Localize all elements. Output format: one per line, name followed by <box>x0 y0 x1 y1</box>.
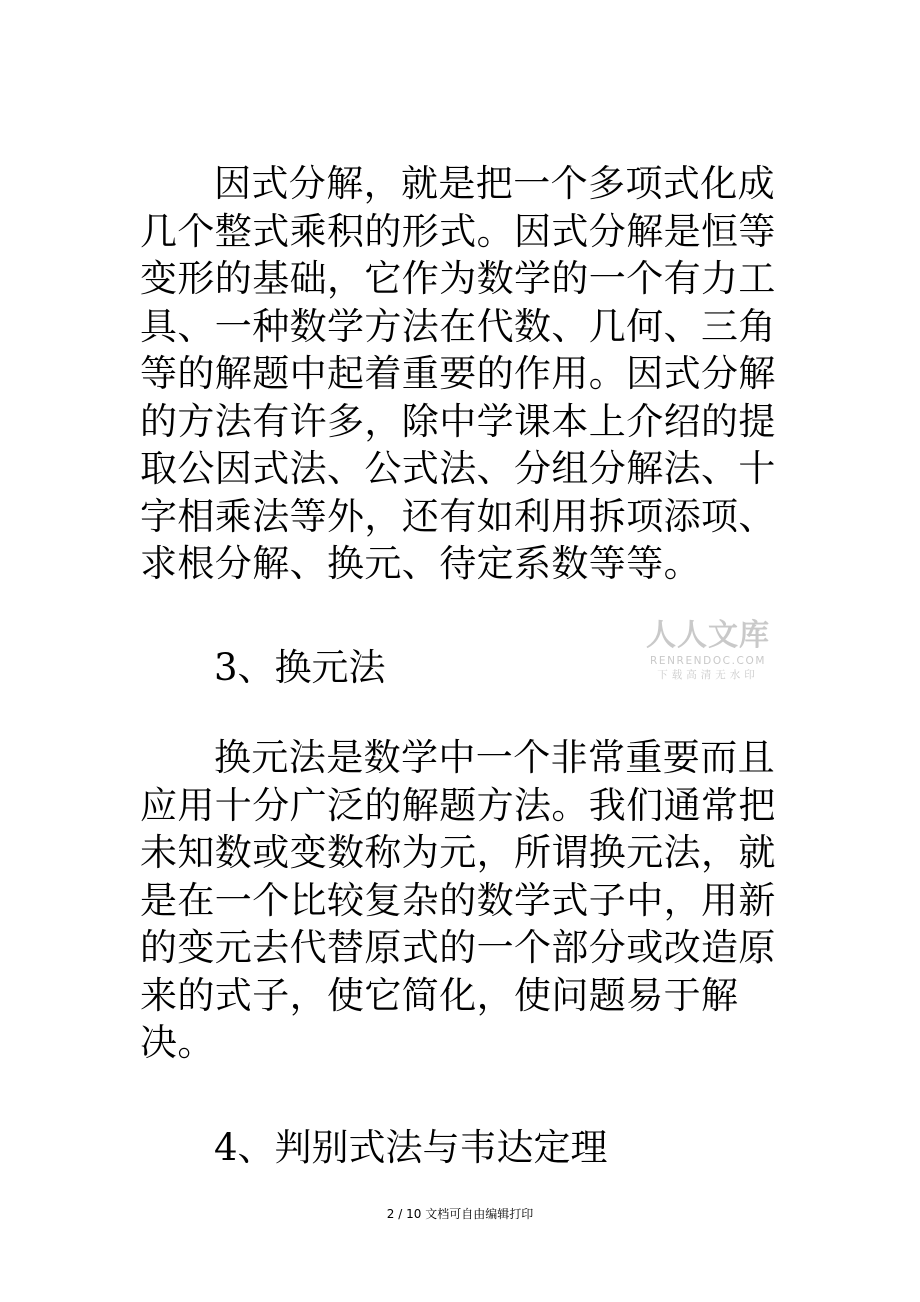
watermark <box>640 618 776 682</box>
watermark-logo: 人人文库 <box>646 618 770 653</box>
watermark-tagline: 下载高清无水印 <box>657 669 759 681</box>
watermark-domain: RENRENDOC.COM <box>649 655 767 667</box>
page-footer: 2 / 10 文档可自由编辑打印 <box>386 1207 534 1221</box>
paragraph-factorization: 因式分解，就是把一个多项式化成几个整式乘积的形式。因式分解是恒等变形的基础，它作为数学的一个有力工具、一种数学方法在代数、几何、三角等的解题中起着重要的作用。因式分解的方法有许多，除中学课本上介绍的提取公因式法、公式法、分组分解法、十字相乘法等外，还有如利用拆项添项、求根分解、换元、待定系数等等。 <box>140 162 776 585</box>
heading-discriminant-vieta: 4、判别式法与韦达定理 <box>214 1126 608 1169</box>
heading-substitution-method: 3、换元法 <box>214 646 386 689</box>
paragraph-substitution: 换元法是数学中一个非常重要而且应用十分广泛的解题方法。我们通常把未知数或变数称为元，所谓换元法，就是在一个比较复杂的数学式子中，用新的变元去代替原式的一个部分或改造原来的式子，使它简化，使问题易于解决。 <box>140 736 776 1064</box>
